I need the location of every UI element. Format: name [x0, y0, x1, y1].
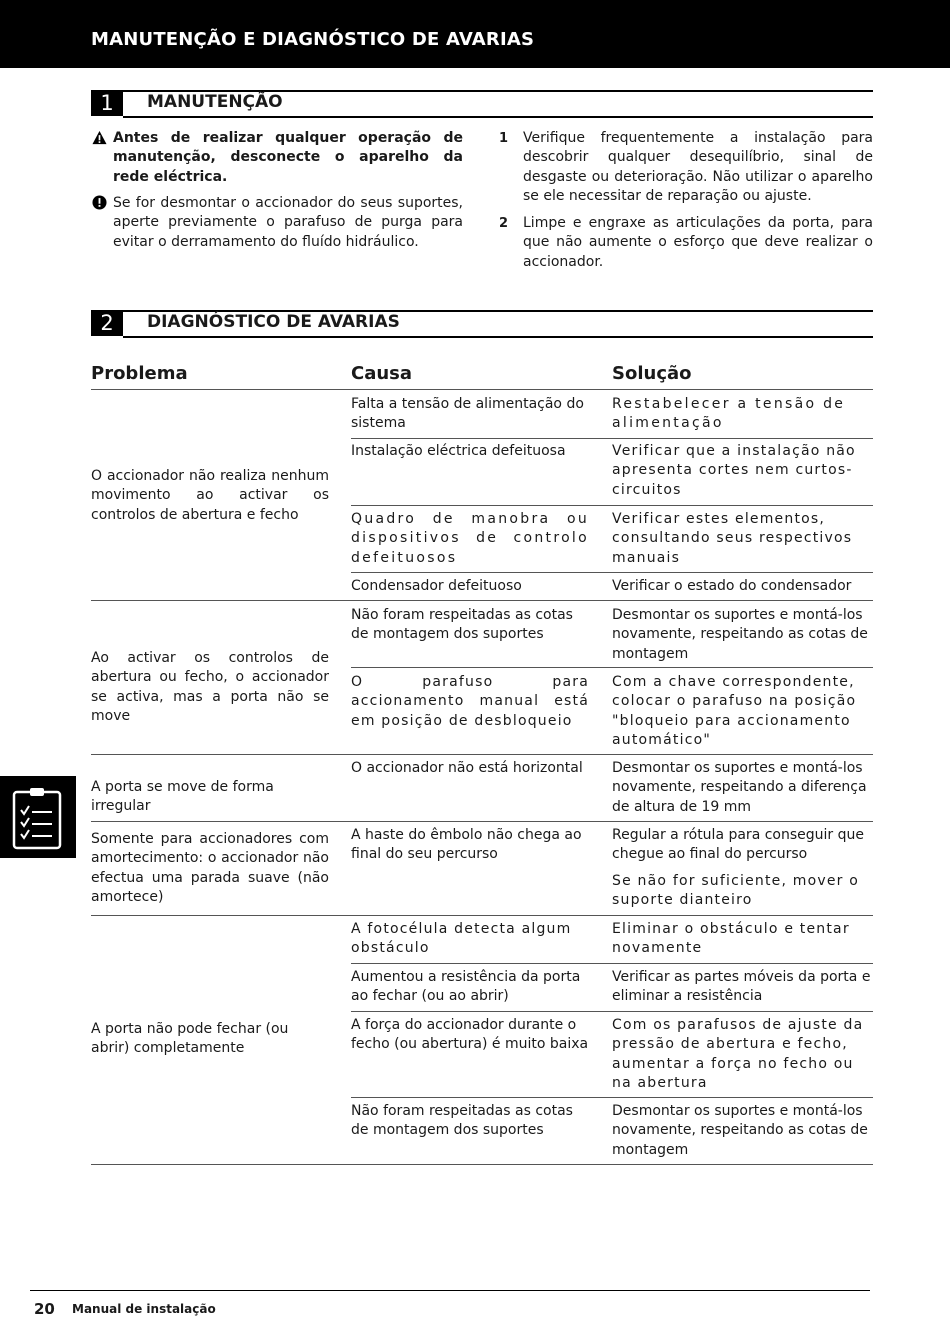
divider: [123, 116, 873, 118]
warning-text: Antes de realizar qualquer operação de manutenção, desconecte o aparelho da rede eléctrica.: [113, 130, 463, 185]
divider: [123, 336, 873, 338]
problem-cell: Somente para accionadores com amortecimento: o accionador não efectua uma parada suave (não amortece): [91, 831, 329, 905]
cause-cell: Quadro de manobra ou dispositivos de controlo defeituosos: [351, 511, 589, 566]
solution-cell: Verificar estes elementos, consultando seus respectivos manuais: [612, 511, 853, 566]
item-number: 1: [499, 131, 509, 146]
cause-cell: Instalação eléctrica defeituosa: [351, 443, 566, 459]
column-header-problem: Problema: [91, 363, 188, 384]
solution-cell: Com a chave correspondente, colocar o parafuso na posição "bloqueio para accionamento automático": [612, 674, 857, 748]
solution-cell: Verificar que a instalação não apresenta cortes nem curtos-circuitos: [612, 443, 856, 498]
item-text: Verifique frequentemente a instalação para descobrir qualquer desequilíbrio, sinal de desgaste ou deterioração. Não utilizar o aparelho se ele necessitar de reparação ou ajuste.: [523, 130, 873, 204]
solution-cell: Regular a rótula para conseguir que chegue ao final do percurso: [612, 827, 864, 863]
item-text: Limpe e engraxe as articulações da porta, para que não aumente o esforço que deve realizar o accionador.: [523, 215, 873, 270]
column-header-solution: Solução: [612, 363, 692, 384]
table-rule: [351, 1011, 873, 1012]
section-2-title: DIAGNÓSTICO DE AVARIAS: [147, 312, 400, 332]
problem-cell: Ao activar os controlos de abertura ou fecho, o accionador se activa, mas a porta não se move: [91, 650, 329, 724]
exclamation-circle-icon: [92, 195, 107, 210]
table-rule: [91, 1164, 873, 1165]
cause-cell: Condensador defeituoso: [351, 578, 522, 594]
cause-cell: A fotocélula detecta algum obstáculo: [351, 921, 572, 957]
footer-label: Manual de instalação: [72, 1302, 216, 1316]
page-title: MANUTENÇÃO E DIAGNÓSTICO DE AVARIAS: [91, 29, 535, 50]
solution-cell: Desmontar os suportes e montá-los novamente, respeitando as cotas de montagem: [612, 607, 868, 662]
table-rule: [351, 1097, 873, 1098]
maintenance-item-2: [499, 214, 873, 272]
table-rule: [91, 754, 873, 755]
footer-divider: [30, 1290, 870, 1291]
section-1-title: MANUTENÇÃO: [147, 92, 283, 112]
table-rule: [351, 963, 873, 964]
table-rule: [91, 821, 873, 822]
table-rule: [91, 389, 873, 390]
maintenance-item-1: [499, 129, 873, 206]
table-rule: [91, 600, 873, 601]
section-2-heading: [91, 310, 873, 338]
table-rule: [351, 505, 873, 506]
cause-cell: Falta a tensão de alimentação do sistema: [351, 396, 584, 432]
column-header-cause: Causa: [351, 363, 413, 384]
solution-cell: Desmontar os suportes e montá-los novamente, respeitando a diferença de altura de 19 mm: [612, 760, 867, 815]
section-1-heading: [91, 90, 873, 118]
solution-cell: Verificar o estado do condensador: [612, 578, 852, 594]
cause-cell: Aumentou a resistência da porta ao fechar (ou ao abrir): [351, 969, 581, 1005]
side-tab: [0, 776, 76, 858]
cause-cell: A força do accionador durante o fecho (ou abertura) é muito baixa: [351, 1017, 589, 1053]
solution-cell: Se não for suficiente, mover o suporte dianteiro: [612, 873, 860, 909]
cause-cell: O accionador não está horizontal: [351, 760, 583, 776]
solution-cell: Com os parafusos de ajuste da pressão de abertura e fecho, aumentar a força no fecho ou na abertura: [612, 1017, 864, 1091]
table-rule: [351, 438, 873, 439]
caution-text: Se for desmontar o accionador do seus suportes, aperte previamente o parafuso de purga para evitar o derramamento do fluído hidráulico.: [113, 195, 463, 250]
page-number: 20: [34, 1300, 55, 1318]
solution-cell: Restabelecer a tensão de alimentação: [612, 396, 846, 432]
table-rule: [91, 915, 873, 916]
checklist-icon: [0, 776, 76, 858]
solution-cell: Desmontar os suportes e montá-los novamente, respeitando as cotas de montagem: [612, 1103, 868, 1158]
warning-note: [113, 129, 463, 187]
caution-note: [113, 194, 463, 252]
cause-cell: O parafuso para accionamento manual está em posição de desbloqueio: [351, 674, 589, 729]
cause-cell: A haste do êmbolo não chega ao final do seu percurso: [351, 827, 582, 863]
solution-cell: Verificar as partes móveis da porta e eliminar a resistência: [612, 969, 871, 1005]
solution-cell: Eliminar o obstáculo e tentar novamente: [612, 921, 850, 957]
cause-cell: Não foram respeitadas as cotas de montagem dos suportes: [351, 1103, 573, 1139]
section-2-number: 2: [91, 310, 123, 336]
problem-cell: O accionador não realiza nenhum movimento ao activar os controlos de abertura e fecho: [91, 468, 329, 523]
item-number: 2: [499, 216, 509, 231]
table-rule: [351, 572, 873, 573]
cause-cell: Não foram respeitadas as cotas de montagem dos suportes: [351, 607, 573, 643]
warning-triangle-icon: [92, 130, 107, 145]
problem-cell: A porta se move de forma irregular: [91, 779, 274, 815]
section-1-number: 1: [91, 90, 123, 116]
table-rule: [351, 667, 873, 668]
header-bar: [0, 0, 950, 68]
problem-cell: A porta não pode fechar (ou abrir) completamente: [91, 1021, 289, 1057]
